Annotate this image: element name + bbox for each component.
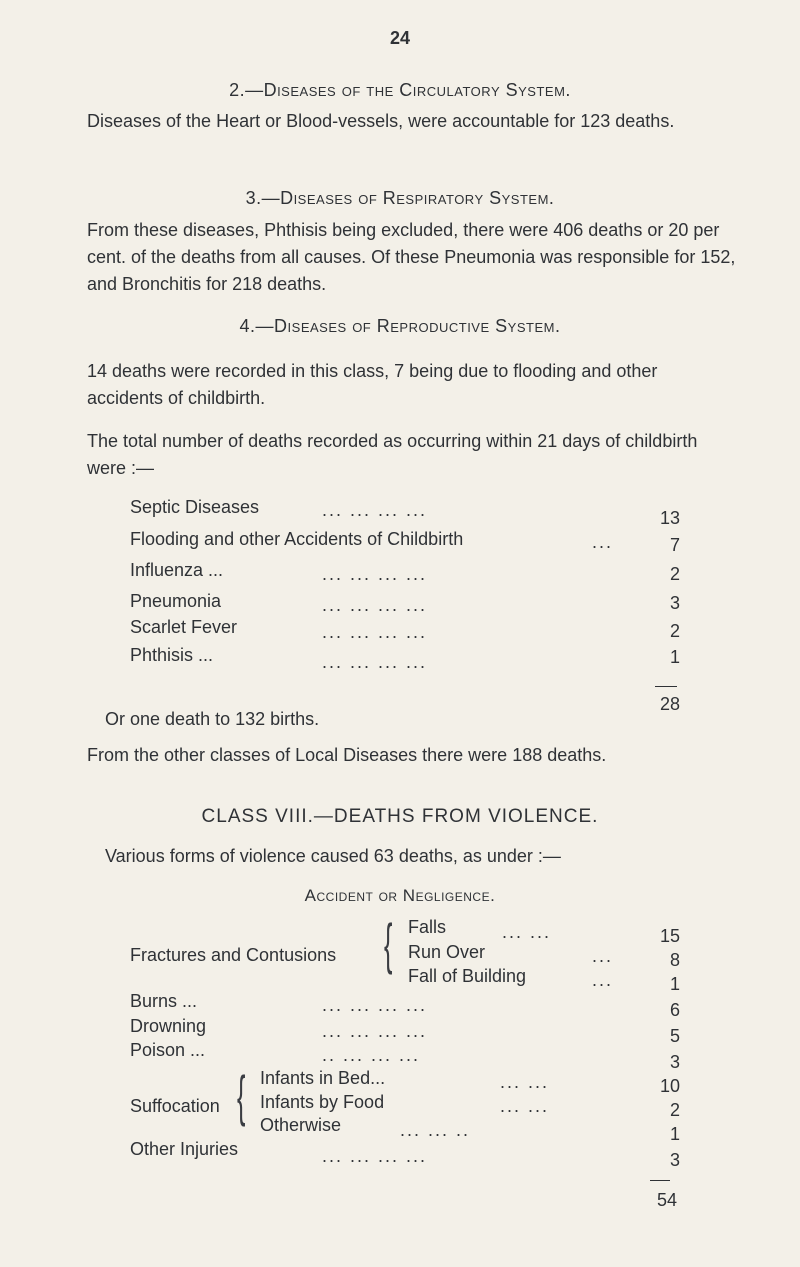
- fractures-brace: {: [384, 912, 393, 975]
- suffocation-item-dots: ... ... ..: [400, 1120, 471, 1140]
- fracture-item-label: Falls: [408, 917, 447, 937]
- class-viii-heading: CLASS VIII.—DEATHS FROM VIOLENCE.: [201, 806, 599, 827]
- violence-row-value: 6: [669, 1000, 680, 1020]
- childbirth-row-value: 3: [669, 593, 680, 613]
- childbirth-row-dots: ... ... ... ...: [322, 652, 428, 672]
- fracture-item-value: 8: [669, 950, 680, 970]
- respiratory-heading: [0, 188, 800, 209]
- suffocation-item-label: Otherwise: [260, 1115, 342, 1135]
- suffocation-item-value: 10: [659, 1076, 680, 1096]
- childbirth-row-label: Septic Diseases: [130, 497, 260, 517]
- suffocation-item-value: 1: [669, 1124, 680, 1144]
- suffocation-brace: {: [237, 1064, 246, 1127]
- reproductive-heading: [0, 316, 800, 337]
- fracture-item-value: 15: [659, 926, 680, 946]
- childbirth-row-value: 2: [669, 621, 680, 641]
- childbirth-row-label: Flooding and other Accidents of Childbirth: [130, 529, 464, 549]
- reproductive-text-2: The total number of deaths recorded as occurring within 21 days of childbirth were :—: [87, 431, 698, 478]
- childbirth-row-value: 13: [659, 508, 680, 528]
- violence-row-label: Drowning: [130, 1016, 207, 1036]
- fracture-item-label: Run Over: [408, 942, 486, 962]
- childbirth-row-label: Pneumonia: [130, 591, 222, 611]
- childbirth-total-rule: [655, 686, 677, 687]
- fractures-label: Fractures and Contusions: [130, 945, 337, 965]
- other-injuries-label: Other Injuries: [130, 1139, 239, 1159]
- childbirth-row-label: Scarlet Fever: [130, 617, 238, 637]
- fracture-item-dots: ... ...: [502, 922, 552, 942]
- fracture-item-value: 1: [669, 974, 680, 994]
- class-viii-intro: Various forms of violence caused 63 deaths, as under :—: [105, 846, 561, 866]
- suffocation-item-label: Infants by Food: [260, 1092, 385, 1112]
- suffocation-label: Suffocation: [130, 1096, 220, 1116]
- violence-row-dots: ... ... ... ...: [322, 995, 428, 1015]
- fracture-item-dots: ...: [592, 970, 614, 990]
- childbirth-row-value: 1: [669, 647, 680, 667]
- accident-subheading: [0, 886, 800, 906]
- circulatory-heading: [0, 80, 800, 101]
- childbirth-row-value: 2: [669, 564, 680, 584]
- suffocation-item-dots: ... ...: [500, 1072, 550, 1092]
- violence-total-rule: [650, 1180, 670, 1181]
- violence-row-label: Burns ...: [130, 991, 198, 1011]
- other-local-diseases: From the other classes of Local Diseases there were 188 deaths.: [87, 745, 607, 765]
- violence-row-value: 3: [669, 1052, 680, 1072]
- circulatory-text: Diseases of the Heart or Blood-vessels, were accountable for 123 deaths.: [87, 111, 675, 131]
- childbirth-row-value: 7: [669, 535, 680, 555]
- violence-row-label: Poison ...: [130, 1040, 206, 1060]
- fracture-item-label: Fall of Building: [408, 966, 527, 986]
- reproductive-text-1: 14 deaths were recorded in this class, 7 being due to flooding and other accidents of childbirth.: [87, 361, 658, 408]
- reproductive-heading-text: 4.—Diseases of Reproductive System.: [239, 316, 561, 336]
- childbirth-total: 28: [659, 694, 680, 714]
- births-ratio: Or one death to 132 births.: [105, 709, 320, 729]
- childbirth-row-dots: ...: [592, 532, 614, 552]
- respiratory-heading-text: 3.—Diseases of Respiratory System.: [245, 188, 555, 208]
- circulatory-heading-text: 2.—Diseases of the Circulatory System.: [229, 80, 571, 100]
- violence-row-dots: ... ... ... ...: [322, 1021, 428, 1041]
- childbirth-row-label: Influenza ...: [130, 560, 224, 580]
- violence-total: 54: [656, 1190, 677, 1210]
- suffocation-item-value: 2: [669, 1100, 680, 1120]
- suffocation-item-label: Infants in Bed...: [260, 1068, 386, 1088]
- fracture-item-dots: ...: [592, 946, 614, 966]
- childbirth-row-dots: ... ... ... ...: [322, 500, 428, 520]
- accident-subheading-text: Accident or Negligence.: [304, 886, 496, 905]
- other-injuries-dots: ... ... ... ...: [322, 1146, 428, 1166]
- suffocation-item-dots: ... ...: [500, 1096, 550, 1116]
- violence-row-value: 5: [669, 1026, 680, 1046]
- other-injuries-value: 3: [669, 1150, 680, 1170]
- violence-row-dots: .. ... ... ...: [322, 1045, 421, 1065]
- page-number: 24: [389, 28, 411, 48]
- childbirth-row-label: Phthisis ...: [130, 645, 214, 665]
- childbirth-row-dots: ... ... ... ...: [322, 595, 428, 615]
- childbirth-row-dots: ... ... ... ...: [322, 622, 428, 642]
- respiratory-text: From these diseases, Phthisis being excluded, there were 406 deaths or 20 per cent. of the deaths from all causes. Of these Pneumonia was responsible for 152, and Bronchitis for 218 deaths.: [87, 220, 736, 294]
- childbirth-row-dots: ... ... ... ...: [322, 564, 428, 584]
